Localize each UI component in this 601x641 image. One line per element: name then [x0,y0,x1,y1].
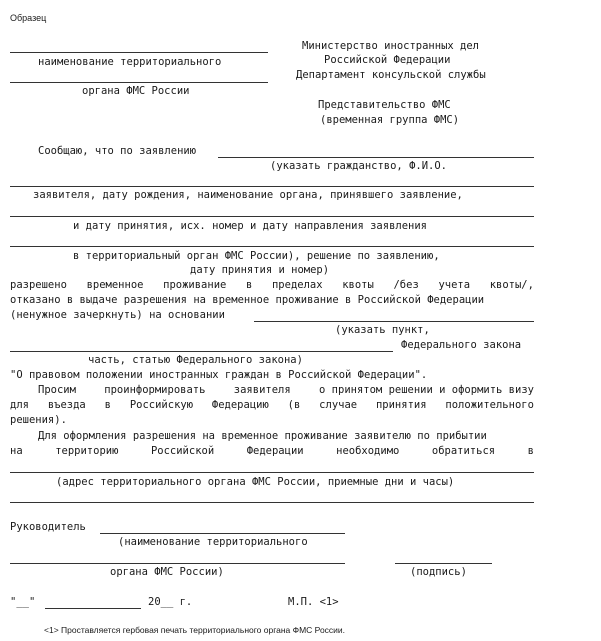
refused-line: отказано в выдаче разрешения на временное проживание в Российской Федерации [10,294,485,306]
hint-item: (указать пункт, [335,324,430,336]
request-word: проинформировать [104,384,206,396]
blank-line [10,216,534,217]
entry-word: (в [287,399,301,411]
territorial-decision: в территориальный орган ФМС России), решение по заявлению, [73,250,440,262]
article-blank [10,351,393,352]
blank-line [10,246,534,247]
permitted-word: пределах [271,279,323,291]
head-label: Руководитель [10,521,86,533]
date-month-blank [45,608,141,609]
date-number-hint: дату принятия и номер) [190,264,330,276]
report-intro: Сообщаю, что по заявлению [38,145,197,157]
header-right-line-5: (временная группа ФМС) [320,114,460,126]
permitted-word: учета [438,279,471,291]
entry-word: принятия [375,399,427,411]
header-right-line-3: Департамент консульской службы [296,69,486,81]
entry-word: Российскую [129,399,194,411]
territory-word: на [10,445,23,457]
footnote: <1> Проставляется гербовая печать территориального органа ФМС России. [44,625,346,635]
request-word: о принятом решении и оформить визу [319,384,534,396]
federal-law-label: Федерального закона [401,339,522,351]
permitted-line [10,279,534,292]
hint-date: и дату принятия, исх. номер и дату направления заявления [73,220,428,232]
law-title: "О правовом положении иностранных граждан в Российской Федерации". [10,369,428,381]
head-name-blank [100,533,345,534]
territory-word: территорию [55,445,119,457]
permitted-word: квоты [342,279,374,291]
entry-word: положительного [445,399,534,411]
entry-word: случае [319,399,358,411]
hint-applicant: заявителя, дату рождения, наименование органа, принявшего заявление, [33,189,463,201]
header-right-line-4: Представительство ФМС [318,99,451,111]
hint-organ-name-2: органа ФМС России) [110,566,224,578]
territory-word: Федерации [246,445,304,457]
header-left-line-1: наименование территориального [38,56,222,68]
permitted-word: /без [393,279,419,291]
entry-word: въезда [47,399,86,411]
request-line [38,384,534,397]
stamp-label: М.П. <1> [288,596,339,608]
date-year: 20__ г. [148,596,193,608]
permitted-word: в [246,279,253,291]
strike-basis: (ненужное зачеркнуть) на основании [10,309,225,321]
header-left-line-2: органа ФМС России [82,85,190,97]
territorial-organ-blank-2 [10,82,268,83]
decision-end: решения). [10,414,67,426]
request-word: заявителя [233,384,291,396]
report-blank [218,157,534,158]
territorial-organ-blank-1 [10,52,268,53]
head-organ-blank [10,563,345,564]
law-article-hint: часть, статью Федерального закона) [88,354,303,366]
permitted-word: квоты/, [489,279,534,291]
territory-word: необходимо [336,445,400,457]
arrival-line: Для оформления разрешения на временное проживание заявителю по прибытии [38,430,487,442]
hint-organ-name-1: (наименование территориального [118,536,308,548]
entry-line [10,399,534,412]
basis-blank [254,321,534,322]
permitted-word: временное [86,279,144,291]
entry-word: для [10,399,29,411]
request-word: Просим [38,384,76,396]
entry-word: Федерацию [211,399,269,411]
hint-address: (адрес территориального органа ФМС России, приемные дни и часы) [56,476,455,488]
sample-label: Образец [10,13,47,23]
blank-line [10,186,534,187]
territory-line [10,445,534,458]
territory-word: Российской [150,445,215,457]
hint-signature: (подпись) [410,566,467,578]
header-right-line-1: Министерство иностранных дел [302,40,480,52]
signature-blank [395,563,492,564]
date-day: "__" [10,596,36,608]
permitted-word: разрешено [10,279,67,291]
address-blank [10,472,534,473]
header-right-line-2: Российской Федерации [324,54,451,66]
permitted-word: проживание [163,279,227,291]
territory-word: обратиться [431,445,496,457]
entry-word: в [104,399,111,411]
blank-line [10,502,534,503]
territory-word: в [527,445,534,457]
hint-citizenship: (указать гражданство, Ф.И.О. [270,160,448,172]
